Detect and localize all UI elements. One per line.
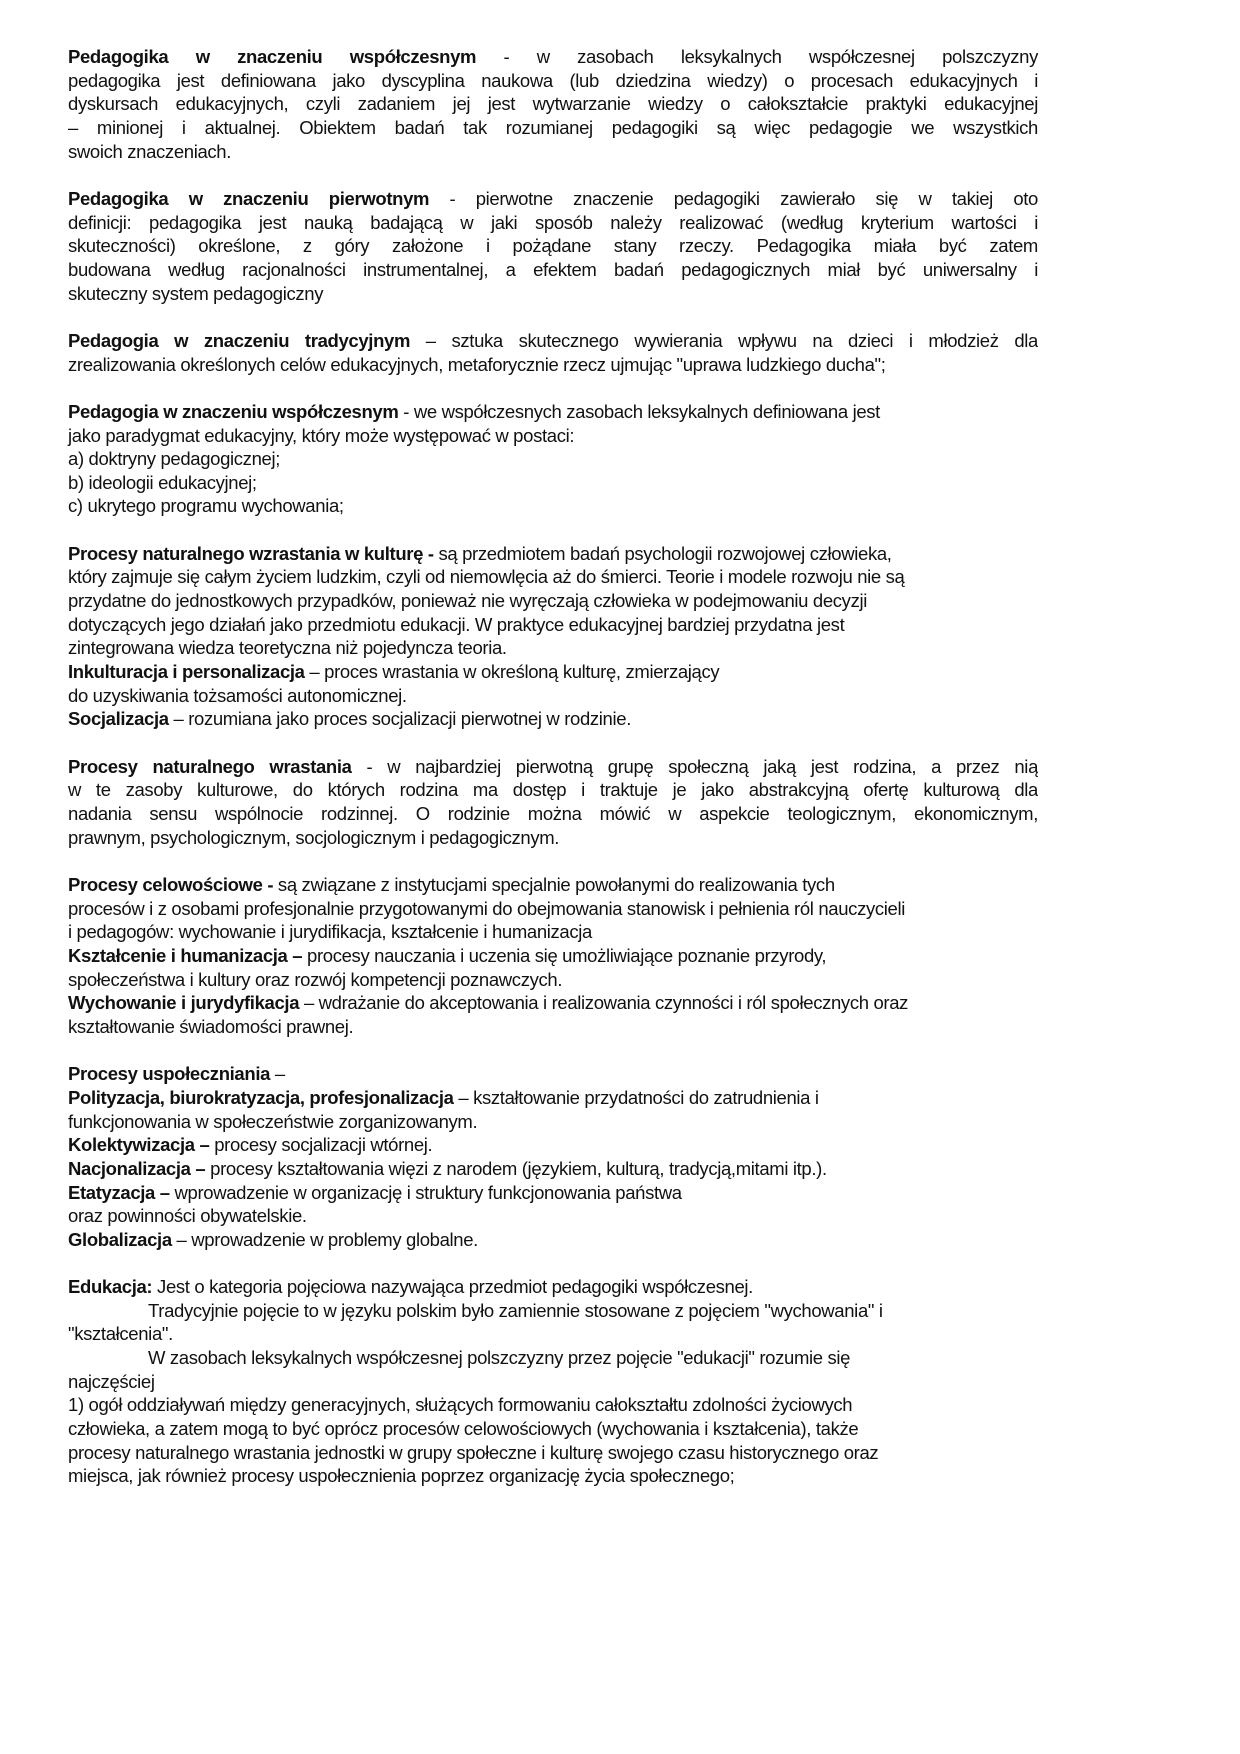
blank-line xyxy=(68,1251,1038,1275)
term-heading: Polityzacja, biurokratyzacja, profesjonalizacja xyxy=(68,1086,454,1108)
text-line xyxy=(68,1322,1038,1346)
term-heading: Etatyzacja – xyxy=(68,1181,170,1203)
term-heading: Pedagogika w znaczeniu współczesnym xyxy=(68,46,477,67)
body-text: – wdrażanie do akceptowania i realizowania czynności i ról społecznych oraz xyxy=(299,992,909,1014)
body-text: dyskursach edukacyjnych, czyli zadaniem jej jest wytwarzanie wiedzy o całokształcie praktyki edukacyjnej xyxy=(68,93,1038,115)
body-text: – minionej i aktualnej. Obiektem badań tak rozumianej pedagogiki są więc pedagogie we wszystkich xyxy=(68,116,1038,138)
body-text: miejsca, jak również procesy uspołecznienia poprzez organizację życia społecznego; xyxy=(68,1465,735,1487)
text-line xyxy=(68,589,1038,613)
text-line xyxy=(68,258,1038,282)
text-line xyxy=(68,660,1038,684)
body-text: procesy socjalizacji wtórnej. xyxy=(209,1134,433,1156)
text-line xyxy=(68,755,1038,779)
body-text: W zasobach leksykalnych współczesnej polszczyzny przez pojęcie "edukacji" rozumie się xyxy=(148,1347,851,1369)
blank-line xyxy=(68,1039,1038,1063)
text-line xyxy=(68,1275,1038,1299)
text-line xyxy=(68,1110,1038,1134)
term-heading: Procesy celowościowe - xyxy=(68,873,274,895)
term-heading: Procesy naturalnego wrastania xyxy=(68,755,352,777)
document-page xyxy=(68,45,1038,1488)
text-line xyxy=(68,613,1038,637)
body-text: i pedagogów: wychowanie i jurydifikacja, kształcenie i humanizacja xyxy=(68,921,592,943)
body-text: - pierwotne znaczenie pedagogiki zawierało się w takiej oto xyxy=(429,187,1038,209)
term-heading: Pedagogia w znaczeniu tradycyjnym xyxy=(68,329,411,351)
body-text: 1) ogół oddziaływań między generacyjnych, służących formowaniu całokształtu zdolności życiowych xyxy=(68,1394,853,1416)
text-line xyxy=(68,873,1038,897)
text-line xyxy=(68,1204,1038,1228)
body-text: wprowadzenie w organizację i struktury funkcjonowania państwa xyxy=(169,1181,682,1203)
body-text: jako paradygmat edukacyjny, który może występować w postaci: xyxy=(68,424,575,446)
body-text: budowana według racjonalności instrumentalnej, a efektem badań pedagogicznych miał być uniwersalny i xyxy=(68,258,1038,280)
term-heading: Pedagogia w znaczeniu współczesnym xyxy=(68,400,399,422)
body-text: "kształcenia". xyxy=(68,1323,173,1345)
text-line xyxy=(68,92,1038,116)
term-heading: Globalizacja xyxy=(68,1228,172,1250)
text-line xyxy=(68,1441,1038,1465)
body-text: – wprowadzenie w problemy globalne. xyxy=(171,1228,478,1250)
body-text: kształtowanie świadomości prawnej. xyxy=(68,1015,354,1037)
text-line xyxy=(68,1015,1038,1039)
body-text: prawnym, psychologicznym, socjologicznym i pedagogicznym. xyxy=(68,826,560,848)
body-text: procesy naturalnego wrastania jednostki w grupy społeczne i kulturę swojego czasu historycznego oraz xyxy=(68,1441,879,1463)
text-line xyxy=(68,707,1038,731)
body-text: - w zasobach leksykalnych współczesnej polszczyzny xyxy=(476,46,1038,67)
body-text: – kształtowanie przydatności do zatrudnienia i xyxy=(453,1086,819,1108)
text-line xyxy=(68,920,1038,944)
text-line xyxy=(68,282,1038,306)
body-text: – xyxy=(270,1063,285,1085)
body-text: procesów i z osobami profesjonalnie przygotowanymi do obejmowania stanowisk i pełnienia ról nauczycieli xyxy=(68,897,905,919)
body-text: człowieka, a zatem mogą to być oprócz procesów celowościowych (wychowania i kształcenia), także xyxy=(68,1418,859,1440)
text-line xyxy=(68,1393,1038,1417)
text-line xyxy=(68,140,1038,164)
text-line xyxy=(68,897,1038,921)
text-line xyxy=(68,69,1038,93)
text-line xyxy=(68,1299,1038,1323)
body-text: swoich znaczeniach. xyxy=(68,140,232,162)
text-line xyxy=(68,329,1038,353)
text-line xyxy=(68,1062,1038,1086)
body-text: który zajmuje się całym życiem ludzkim, czyli od niemowlęcia aż do śmierci. Teorie i modele rozwoju nie są xyxy=(68,566,905,588)
text-line xyxy=(68,1181,1038,1205)
text-line xyxy=(68,1464,1038,1488)
body-text: nadania sensu wspólnocie rodzinnej. O rodzinie można mówić w aspekcie teologicznym, ekonomicznym, xyxy=(68,803,1038,824)
text-line xyxy=(68,494,1038,518)
term-heading: Wychowanie i jurydyfikacja xyxy=(68,992,300,1014)
body-text: zintegrowana wiedza teoretyczna niż pojedyncza teoria. xyxy=(68,637,507,659)
text-line xyxy=(68,211,1038,235)
term-heading: Nacjonalizacja – xyxy=(68,1157,206,1179)
blank-line xyxy=(68,849,1038,873)
body-text: skuteczny system pedagogiczny xyxy=(68,282,324,304)
text-line xyxy=(68,447,1038,471)
body-text: definicji: pedagogika jest nauką badającą w jaki sposób należy realizować (według kryterium wartości i xyxy=(68,211,1038,233)
body-text: - w najbardziej pierwotną grupę społeczną jaką jest rodzina, a przez nią xyxy=(351,755,1038,777)
term-heading: Procesy uspołeczniania xyxy=(68,1063,271,1085)
term-heading: Pedagogika w znaczeniu pierwotnym xyxy=(68,187,430,209)
body-text: – sztuka skutecznego wywierania wpływu na dzieci i młodzież dla xyxy=(410,329,1038,351)
body-text: w te zasoby kulturowe, do których rodzina ma dostęp i traktuje je jako abstrakcyjną ofertę kulturową dla xyxy=(68,779,1038,801)
text-line xyxy=(68,1370,1038,1394)
body-text: do uzyskiwania tożsamości autonomicznej. xyxy=(68,684,407,706)
body-text: – rozumiana jako proces socjalizacji pierwotnej w rodzinie. xyxy=(168,708,631,730)
text-line xyxy=(68,778,1038,802)
text-line xyxy=(68,45,1038,69)
body-text: a) doktryny pedagogicznej; xyxy=(68,448,281,470)
term-heading: Kolektywizacja – xyxy=(68,1134,210,1156)
text-line xyxy=(68,116,1038,140)
body-text: najczęściej xyxy=(68,1370,155,1392)
body-text: dotyczących jego działań jako przedmiotu edukacji. W praktyce edukacyjnej bardziej przydatna jest xyxy=(68,613,845,635)
text-line xyxy=(68,400,1038,424)
body-text: b) ideologii edukacyjnej; xyxy=(68,471,257,493)
body-text: procesy kształtowania więzi z narodem (językiem, kulturą, tradycją,mitami itp.). xyxy=(205,1157,827,1179)
body-text: społeczeństwa i kultury oraz rozwój kompetencji poznawczych. xyxy=(68,968,563,990)
term-heading: Kształcenie i humanizacja – xyxy=(68,944,303,966)
body-text: Jest o kategoria pojęciowa nazywająca przedmiot pedagogiki współczesnej. xyxy=(152,1276,753,1298)
term-heading: Inkulturacja i personalizacja xyxy=(68,661,305,683)
text-line xyxy=(68,1228,1038,1252)
term-heading: Procesy naturalnego wzrastania w kulturę - xyxy=(68,542,434,564)
text-line xyxy=(68,802,1038,826)
text-line xyxy=(68,991,1038,1015)
body-text: – proces wrastania w określoną kulturę, zmierzający xyxy=(304,661,720,683)
blank-line xyxy=(68,376,1038,400)
blank-line xyxy=(68,163,1038,187)
blank-line xyxy=(68,305,1038,329)
body-text: Tradycyjnie pojęcie to w języku polskim było zamiennie stosowane z pojęciem "wychowania" i xyxy=(148,1299,883,1321)
text-line xyxy=(68,353,1038,377)
text-line xyxy=(68,826,1038,850)
term-heading: Socjalizacja xyxy=(68,708,169,730)
body-text: są przedmiotem badań psychologii rozwojowej człowieka, xyxy=(433,542,892,564)
body-text: zrealizowania określonych celów edukacyjnych, metaforycznie rzecz ujmując "uprawa ludzkiego ducha"; xyxy=(68,353,886,375)
blank-line xyxy=(68,518,1038,542)
text-line xyxy=(68,636,1038,660)
text-line xyxy=(68,424,1038,448)
text-line xyxy=(68,1417,1038,1441)
text-line xyxy=(68,1086,1038,1110)
text-line xyxy=(68,187,1038,211)
text-line xyxy=(68,471,1038,495)
body-text: przydatne do jednostkowych przypadków, ponieważ nie wyręczają człowieka w podejmowaniu decyzji xyxy=(68,590,868,612)
body-text: procesy nauczania i uczenia się umożliwiające poznanie przyrody, xyxy=(302,944,827,966)
text-line xyxy=(68,565,1038,589)
term-heading: Edukacja: xyxy=(68,1276,153,1298)
body-text: pedagogika jest definiowana jako dyscyplina naukowa (lub dziedzina wiedzy) o procesach edukacyjnych i xyxy=(68,69,1038,91)
text-line xyxy=(68,944,1038,968)
body-text: oraz powinności obywatelskie. xyxy=(68,1205,307,1227)
text-line xyxy=(68,1157,1038,1181)
text-line xyxy=(68,1133,1038,1157)
text-line xyxy=(68,542,1038,566)
body-text: c) ukrytego programu wychowania; xyxy=(68,495,344,517)
body-text: - we współczesnych zasobach leksykalnych definiowana jest xyxy=(398,400,880,422)
body-text: funkcjonowania w społeczeństwie zorganizowanym. xyxy=(68,1110,478,1132)
text-line xyxy=(68,968,1038,992)
body-text: są związane z instytucjami specjalnie powołanymi do realizowania tych xyxy=(273,873,835,895)
body-text: skuteczności) określone, z góry założone i pożądane stany rzeczy. Pedagogika miała być zatem xyxy=(68,235,1038,257)
text-line xyxy=(68,1346,1038,1370)
text-line xyxy=(68,234,1038,258)
text-line xyxy=(68,684,1038,708)
blank-line xyxy=(68,731,1038,755)
